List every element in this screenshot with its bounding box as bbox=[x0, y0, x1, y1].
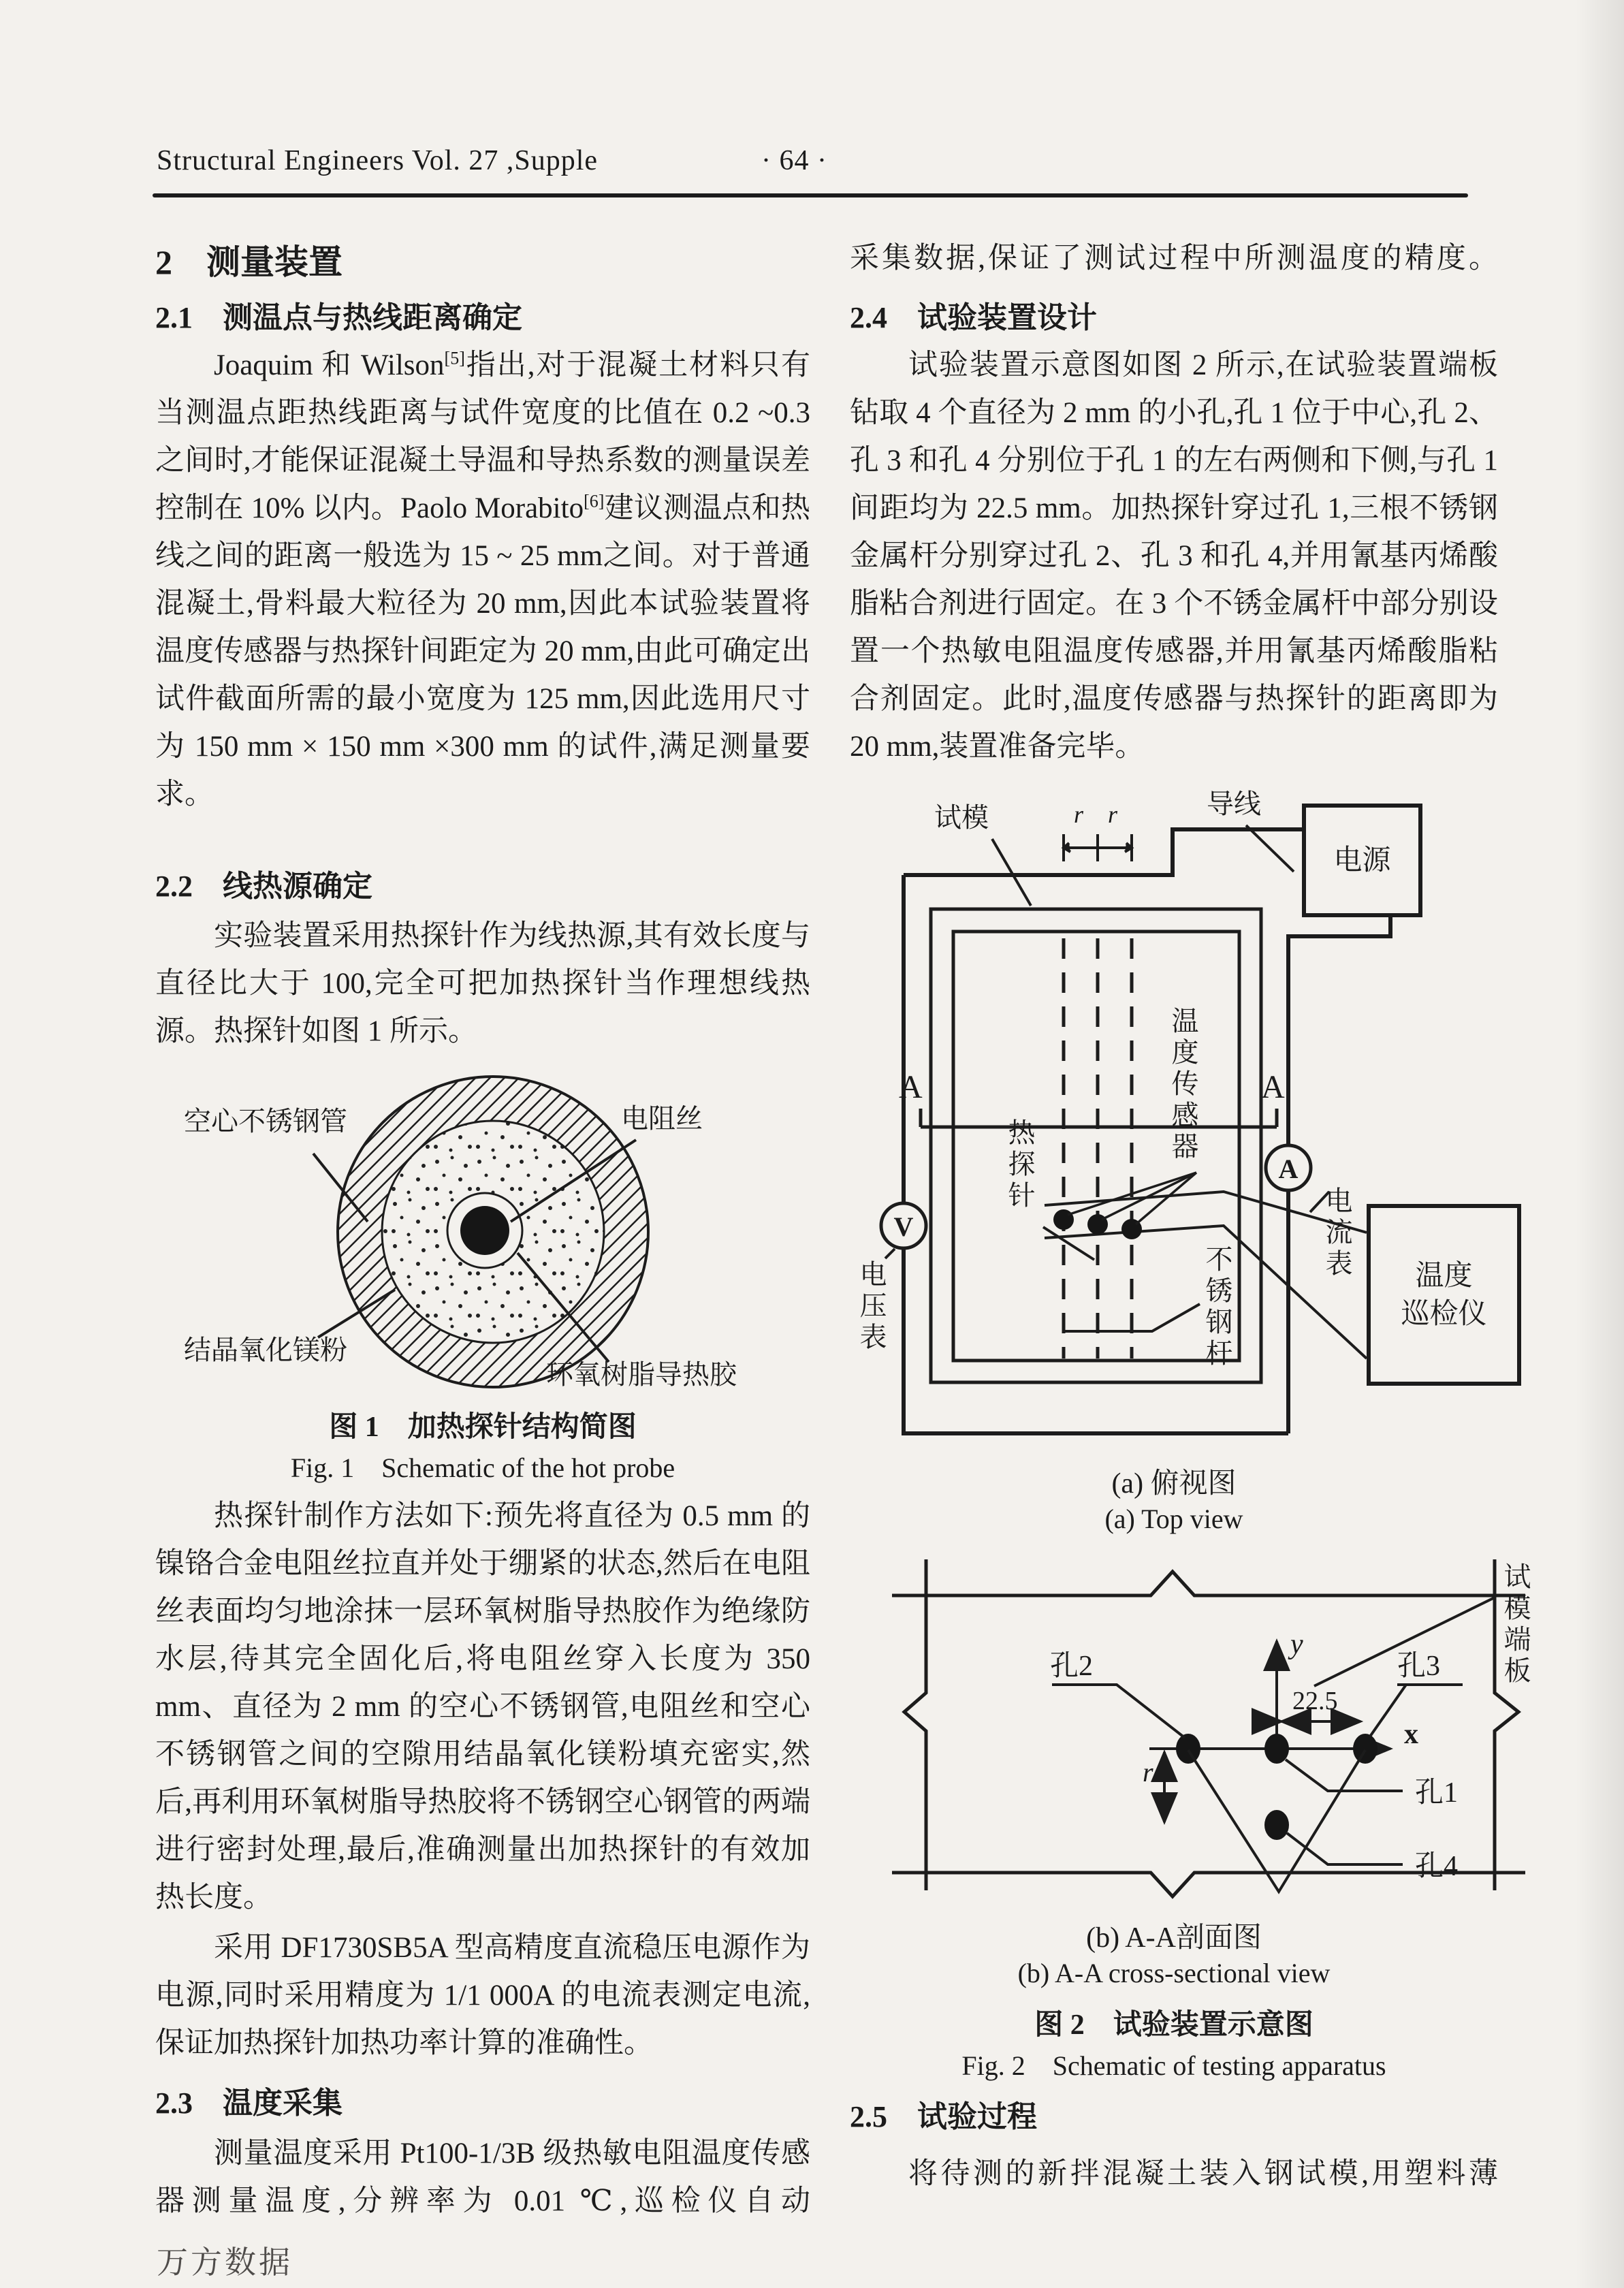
paragraph-2-3: 测量温度采用 Pt100-1/3B 级热敏电阻温度传感器测量温度,分辨率为 0.01 ℃,巡检仪自动 bbox=[155, 2138, 810, 2217]
temperature-scanner-label-line2: 巡检仪 bbox=[1401, 1298, 1487, 1330]
fig2a-label-temperature-sensor: 温度传感器 bbox=[1168, 1006, 1198, 1163]
circuit-wires bbox=[904, 829, 1390, 1433]
power-supply-label: 电源 bbox=[1333, 844, 1391, 876]
fig2a-label-ammeter: 电流表 bbox=[1322, 1186, 1352, 1280]
figure-1-hot-probe-diagram bbox=[178, 1070, 798, 1391]
fig2a-label-lead-wire: 导线 bbox=[1207, 789, 1261, 819]
figure-2a-caption-zh: (a) 俯视图 bbox=[1111, 1468, 1237, 1499]
figure-2b-caption-zh: (b) A-A剖面图 bbox=[1086, 1922, 1262, 1954]
r-dimension-marks bbox=[1064, 834, 1132, 861]
header-rule bbox=[153, 193, 1468, 197]
fig2b-r-label: r bbox=[1143, 1757, 1153, 1788]
probe-and-rods-dashed bbox=[1064, 938, 1132, 1358]
voltmeter-letter: V bbox=[893, 1211, 914, 1242]
fig1-label-epoxy-adhesive: 环氧树脂导热胶 bbox=[546, 1359, 737, 1390]
fig2a-label-voltmeter: 电压表 bbox=[856, 1260, 887, 1354]
paragraph-2-3-continued: 采集数据,保证了测试过程中所测温度的精度。 bbox=[850, 242, 1498, 274]
fig2b-label-hole1: 孔1 bbox=[1415, 1777, 1459, 1809]
section-heading-2-1: 2.1 测温点与热线距离确定 bbox=[155, 301, 522, 334]
paragraph-2-2-power: 采用 DF1730SB5A 型高精度直流稳压电源作为电源,同时采用精度为 1/1 000A 的电流表测定电流,保证加热探针加热功率计算的准确性。 bbox=[155, 1932, 810, 2059]
temperature-scanner-label-line1: 温度 bbox=[1415, 1260, 1473, 1292]
fig2b-label-hole2: 孔2 bbox=[1050, 1651, 1094, 1682]
probe-center-wire bbox=[447, 1193, 522, 1268]
section-heading-2-3: 2.3 温度采集 bbox=[155, 2086, 343, 2120]
fig2a-label-mold: 试模 bbox=[934, 802, 989, 833]
figure-2b-line-art bbox=[878, 1544, 1559, 1907]
section-marker-a-left: A bbox=[899, 1069, 923, 1105]
page-number: · 64 · bbox=[761, 145, 827, 176]
paragraph-2-1: Joaquim 和 Wilson[5]指出,对于混凝土材料只有当测温点距热线距离与试件宽度的比值在 0.2 ~0.3 之间时,才能保证混凝土导温和导热系数的测量误差控制在 10% 以内。Paolo Morabito[6]建议测温点和热线之间的距离一般选为 15 ~ 25 mm之间。对于普通混凝土,骨料最大粒径为 20 mm,因此本试验装置将温度传感器与热探针间距定为 20 mm,由此可确定出试件截面所需的最小宽度为 125 mm,因此选用尺寸为 150 mm × 150 mm ×300 mm 的试件,满足测量要求。 bbox=[155, 348, 811, 810]
paragraph-2-4: 试验装置示意图如图 2 所示,在试验装置端板钻取 4 个直径为 2 mm 的小孔,孔 1 位于中心,孔 2、孔 3 和孔 4 分别位于孔 1 的左右两侧和下侧,与孔 1 间距均为 22.5 mm。加热探针穿过孔 1,三根不锈钢金属杆分别穿过孔 2、孔 3 和孔 4,并用氰基丙烯酸脂粘合剂进行固定。在 3 个不锈金属杆中部分别设置一个热敏电阻温度传感器,并用氰基丙烯酸脂粘合剂固定。此时,温度传感器与热探针的距离即为 20 mm,装置准备完毕。 bbox=[850, 349, 1498, 763]
figure-2b-cross-section-diagram bbox=[878, 1544, 1559, 1907]
wanfang-watermark: 万方数据 bbox=[157, 2245, 293, 2280]
temperature-scanner-box bbox=[1367, 1204, 1521, 1386]
journal-title: Structural Engineers Vol. 27 ,Supple bbox=[157, 145, 599, 176]
fig2a-r-label-2: r bbox=[1108, 801, 1118, 828]
section-marker-a-right: A bbox=[1261, 1069, 1285, 1105]
paragraph-2-5: 将待测的新拌混凝土装入钢试模,用塑料薄 bbox=[908, 2158, 1498, 2190]
fig2a-r-label-1: r bbox=[1074, 801, 1084, 828]
ammeter-letter: A bbox=[1278, 1154, 1299, 1184]
fig2a-label-stainless-rod: 不锈钢杆 bbox=[1202, 1245, 1232, 1370]
figure-1-caption-zh: 图 1 加热探针结构简图 bbox=[329, 1412, 637, 1443]
fig1-label-hollow-steel-tube: 空心不锈钢管 bbox=[184, 1106, 347, 1137]
fig2b-dimension-value: 22.5 bbox=[1292, 1687, 1338, 1715]
figure-2a-top-view-diagram bbox=[853, 783, 1557, 1454]
figure-2a-caption-en: (a) Top view bbox=[1104, 1504, 1243, 1534]
fig2b-label-hole3: 孔3 bbox=[1397, 1651, 1441, 1682]
section-heading-2-5: 2.5 试验过程 bbox=[850, 2100, 1037, 2133]
figure-1-caption-en: Fig. 1 Schematic of the hot probe bbox=[290, 1452, 675, 1483]
figure-2b-caption-en: (b) A-A cross-sectional view bbox=[1017, 1958, 1331, 1988]
axes bbox=[1149, 1641, 1390, 1749]
end-plate-edges-with-breaks bbox=[892, 1559, 1525, 1896]
figure-2-caption-zh: 图 2 试验装置示意图 bbox=[1034, 2009, 1313, 2041]
section-heading-2-4: 2.4 试验装置设计 bbox=[850, 301, 1097, 334]
fig2a-label-hot-probe: 热探针 bbox=[1004, 1118, 1035, 1212]
fig1-label-magnesia-powder: 结晶氧化镁粉 bbox=[184, 1335, 347, 1365]
fig2b-x-axis-label: x bbox=[1404, 1719, 1418, 1750]
paragraph-2-2: 实验装置采用热探针作为线热源,其有效长度与直径比大于 100,完全可把加热探针当作理想线热源。热探针如图 1 所示。 bbox=[155, 920, 810, 1047]
fig2b-label-hole4: 孔4 bbox=[1415, 1851, 1459, 1882]
fig2b-y-axis-label: y bbox=[1290, 1629, 1303, 1660]
section-heading-2: 2 测量装置 bbox=[155, 243, 343, 281]
paragraph-2-2-method: 热探针制作方法如下:预先将直径为 0.5 mm 的镍铬合金电阻丝拉直并处于绷紧的状态,然后在电阻丝表面均匀地涂抹一层环氧树脂导热胶作为绝缘防水层,待其完全固化后,将电阻丝穿入长度为 350 mm、直径为 2 mm 的空心不锈钢管,电阻丝和空心不锈钢管之间的空隙用结晶氧化镁粉填充密实,然后,再利用环氧树脂导热胶将不锈钢空心钢管的两端进行密封处理,最后,准确测量出加热探针的有效加热长度。 bbox=[155, 1500, 810, 1913]
fig2b-label-end-plate: 试模端板 bbox=[1500, 1562, 1531, 1687]
fig1-label-resistance-wire: 电阻丝 bbox=[621, 1103, 703, 1134]
power-supply-box bbox=[1302, 804, 1422, 917]
section-heading-2-2: 2.2 线热源确定 bbox=[155, 870, 372, 903]
figure-2-caption-en: Fig. 2 Schematic of testing apparatus bbox=[961, 2050, 1386, 2081]
